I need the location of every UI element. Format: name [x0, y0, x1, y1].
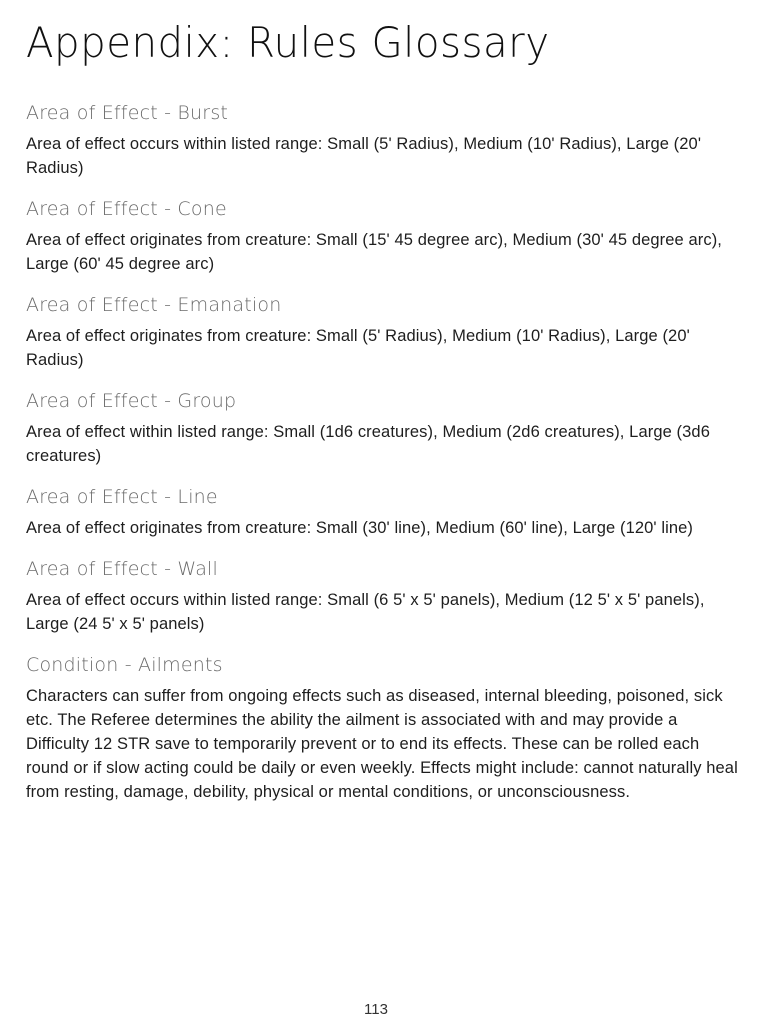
- entry-body: Area of effect occurs within listed range: Small (5' Radius), Medium (10' Radius), Large (20' Radius): [26, 135, 702, 177]
- entry-body: Area of effect within listed range: Small (1d6 creatures), Medium (2d6 creatures), Large (3d6 creatures): [26, 423, 710, 465]
- entry-body: Characters can suffer from ongoing effects such as diseased, internal bleeding, poisoned, sick etc. The Referee determines the ability the ailment is associated with and may provide a Difficulty 12 STR save to temporarily prevent or to end its effects. These can be rolled each round or if slow acting could be daily or even weekly. Effects might include: cannot naturally heal from resting, damage, debility, physical or mental conditions, or unconsciousness.: [26, 687, 738, 801]
- document-page: [26, 14, 740, 820]
- entry-heading: Area of Effect - Cone: [26, 198, 227, 220]
- entry-heading: Condition - Ailments: [26, 654, 223, 676]
- page-title: Appendix: Rules Glossary: [26, 18, 550, 67]
- entry-heading: Area of Effect - Wall: [26, 558, 218, 580]
- glossary-entry: [26, 556, 740, 636]
- entry-body: Area of effect originates from creature: Small (15' 45 degree arc), Medium (30' 45 degree arc), Large (60' 45 degree arc): [26, 231, 722, 273]
- page-number: 113: [364, 1001, 388, 1018]
- glossary-entry: [26, 652, 740, 804]
- glossary-entry: [26, 388, 740, 468]
- glossary-entry: [26, 484, 740, 540]
- entry-body: Area of effect occurs within listed range: Small (6 5' x 5' panels), Medium (12 5' x 5' panels), Large (24 5' x 5' panels): [26, 591, 705, 633]
- entry-heading: Area of Effect - Group: [26, 390, 237, 412]
- entry-heading: Area of Effect - Burst: [26, 102, 229, 124]
- entry-heading: Area of Effect - Emanation: [26, 294, 282, 316]
- glossary-entry: [26, 196, 740, 276]
- glossary-entry: [26, 292, 740, 372]
- glossary-entry: [26, 100, 740, 180]
- entry-body: Area of effect originates from creature: Small (30' line), Medium (60' line), Large (120' line): [26, 519, 694, 537]
- glossary-entries: [26, 100, 740, 804]
- entry-heading: Area of Effect - Line: [26, 486, 218, 508]
- entry-body: Area of effect originates from creature: Small (5' Radius), Medium (10' Radius), Large (20' Radius): [26, 327, 690, 369]
